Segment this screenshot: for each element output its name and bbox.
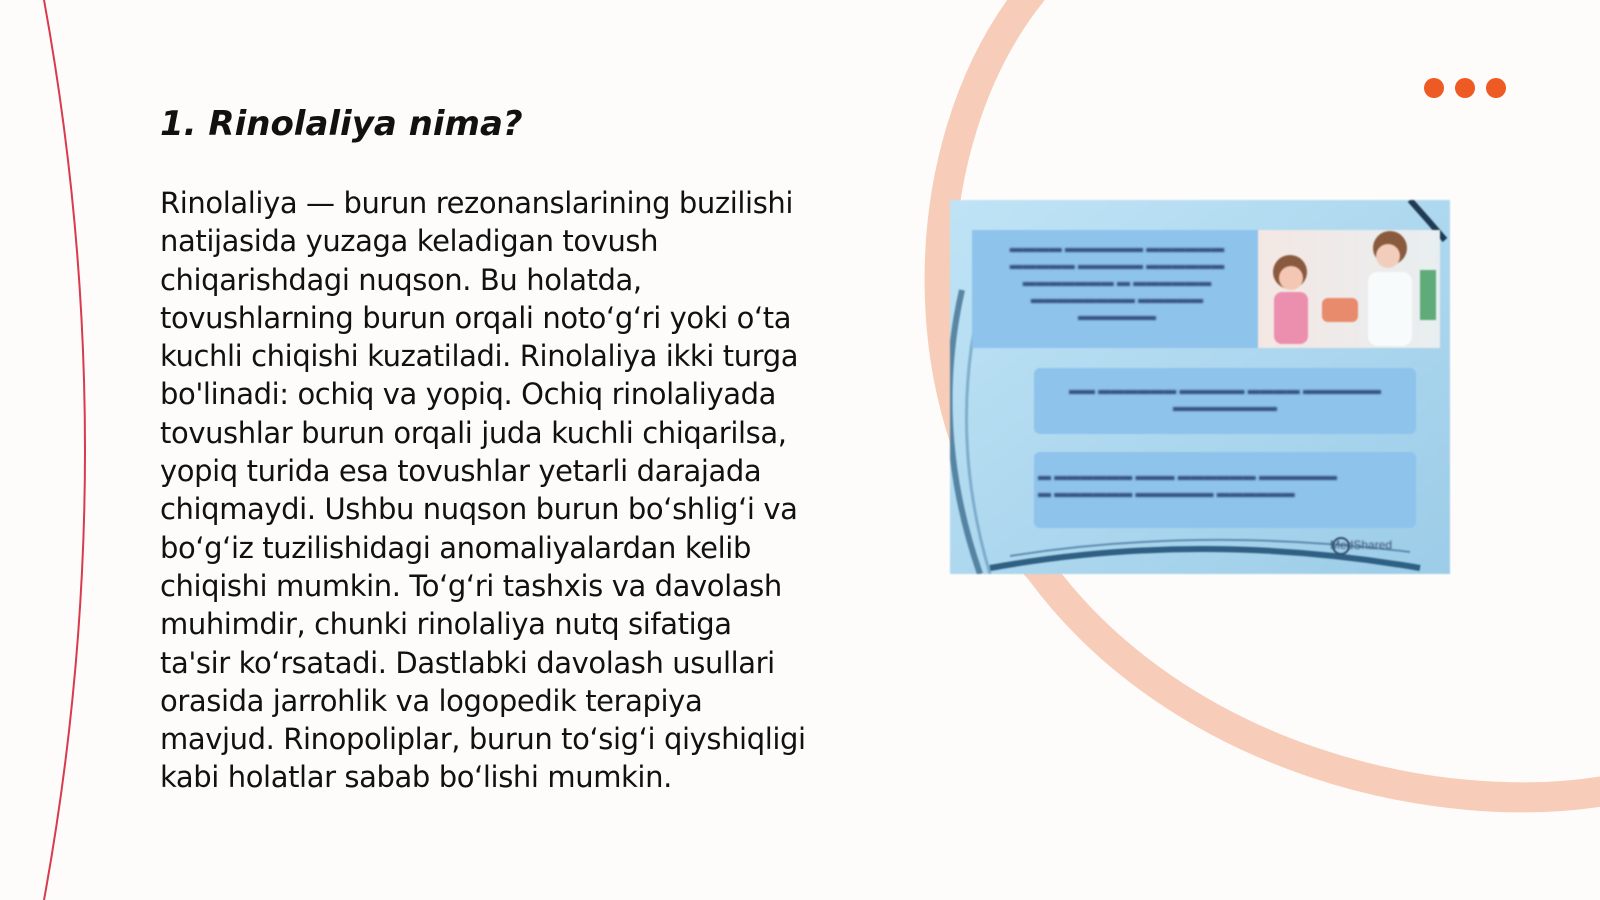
body-line: yopiq turida esa tovushlar yetarli darajada <box>160 454 762 489</box>
slide-title: 1. Rinolaliya nima? <box>160 104 523 144</box>
body-line: tovushlarning burun orqali noto‘g‘ri yoki o‘ta <box>160 300 792 335</box>
dot <box>1486 78 1506 98</box>
body-line: muhimdir, chunki rinolaliya nutq sifatiga <box>160 607 732 642</box>
body-line: Rinolaliya — burun rezonanslarining buzilishi <box>160 186 794 220</box>
body-line: kabi holatlar sabab bo‘lishi mumkin. <box>160 760 672 795</box>
body-line: mavjud. Rinopoliplar, burun to‘sig‘i qiyshiqligi <box>160 722 806 757</box>
body-line: chiqishi mumkin. To‘g‘ri tashxis va davolash <box>160 568 782 603</box>
body-line: orasida jarrohlik va logopedik terapiya <box>160 683 703 718</box>
body-line: chiqmaydi. Ushbu nuqson burun bo‘shlig‘i va <box>160 492 798 527</box>
slide-image <box>950 200 1450 574</box>
left-curve-line <box>44 0 85 900</box>
body-line: natijasida yuzaga keladigan tovush <box>160 224 659 259</box>
body-line: bo‘g‘iz tuzilishidagi anomaliyalardan kelib <box>160 530 751 565</box>
body-line: ta'sir ko‘rsatadi. Dastlabki davolash usullari <box>160 645 775 680</box>
body-line: bo'linadi: ochiq va yopiq. Ochiq rinolaliyada <box>160 377 776 412</box>
dot <box>1424 78 1444 98</box>
body-line: chiqarishdagi nuqson. Bu holatda, <box>160 262 642 297</box>
body-line: kuchli chiqishi kuzatiladi. Rinolaliya ikki turga <box>160 339 799 374</box>
dot <box>1455 78 1475 98</box>
image-blurred-text: ▬▬▬▬ ▬▬▬▬▬▬ ▬▬▬▬▬▬ ▬▬▬▬▬ ▬▬▬▬▬ ▬▬▬▬▬▬ ▬▬▬▬▬▬▬ ▬ ▬▬▬▬▬▬ ▬▬▬▬▬▬▬▬ ▬▬▬▬▬ ▬▬▬▬▬▬ <box>1009 240 1225 323</box>
image-logo: MedShared <box>1330 538 1393 552</box>
image-blurred-text: ▬ ▬▬▬▬▬▬ ▬▬▬ ▬▬▬▬▬▬ ▬▬▬▬▬▬ ▬ ▬▬▬▬▬▬ ▬▬▬▬▬▬ ▬▬▬▬▬▬ <box>1038 468 1337 500</box>
body-paragraph <box>160 184 860 797</box>
body-line: tovushlar burun orqali juda kuchli chiqarilsa, <box>160 415 787 450</box>
more-options-icon[interactable] <box>1424 78 1506 98</box>
image-blurred-text: ▬▬ ▬▬▬▬▬▬ ▬▬▬▬▬ ▬▬▬▬ ▬▬▬▬▬▬ ▬▬▬▬▬▬▬▬ <box>1069 382 1381 414</box>
